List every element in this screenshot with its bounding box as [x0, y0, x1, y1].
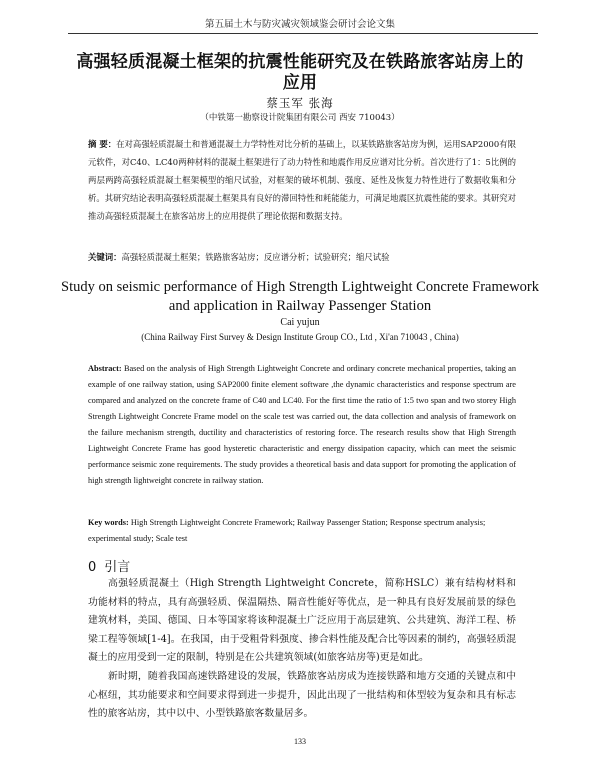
header-rule [68, 33, 538, 34]
body-paragraph: 高强轻质混凝土（High Strength Lightweight Concrete，简称HSLC）兼有结构材料和功能材料的特点，具有高强轻质、保温隔热、隔音性能好等优点，是一种具有良好发展前景的绿色建筑材料，美国、德国、日本等国家将该种混凝土广泛应用于高层建筑、公共建筑、海洋工程、桥梁工程等领域[1-4]。在我国，由于受粗骨料强度、掺合料性能及配合比等因素的制约，高强轻质混凝土的应用受到一定的限制，特别是在公共建筑领域(如旅客站房等)更是如此。 [88, 578, 516, 663]
chinese-title: 高强轻质混凝土框架的抗震性能研究及在铁路旅客站房上的应用 [76, 52, 524, 93]
english-author: Cai yujun [280, 317, 320, 328]
english-affiliation: (China Railway First Survey & Design Institute Group CO., Ltd , Xi'an 710043 , China) [141, 332, 459, 342]
english-keywords [88, 515, 516, 547]
section-heading [88, 556, 130, 575]
section-title: 引言 [104, 560, 131, 575]
section-number: 0 [88, 560, 97, 575]
english-title: Study on seismic performance of High Strength Lightweight Concrete Framework and application in Railway Passenger Station [61, 279, 539, 314]
english-abstract [88, 361, 516, 489]
english-keywords-label: Key words: [88, 518, 129, 527]
chinese-keywords-text: 高强轻质混凝土框架；铁路旅客站房；反应谱分析；试验研究；缩尺试验 [121, 252, 390, 262]
english-abstract-label: Abstract: [88, 364, 122, 373]
chinese-keywords [88, 250, 516, 264]
chinese-keywords-label: 关键词： [88, 252, 122, 262]
english-keywords-text: High Strength Lightweight Concrete Framework; Railway Passenger Station; Response spectrum analysis; experimental study; Scale test [88, 518, 486, 543]
chinese-affiliation: （中铁第一勘察设计院集团有限公司 西安 710043） [200, 113, 400, 123]
body-paragraph: 新时期，随着我国高速铁路建设的发展，铁路旅客站房成为连接铁路和地方交通的关键点和中心枢纽，其功能要求和空间要求得到进一步提升，因此出现了一批结构和体型较为复杂和具有标志性的旅客站房，其中以中、小型铁路旅客数量居多。 [88, 671, 516, 719]
page-number: 133 [294, 737, 306, 746]
chinese-authors: 蔡玉军 张海 [266, 96, 334, 110]
chinese-abstract-text: 在对高强轻质混凝土和普通混凝土力学特性对比分析的基础上，以某铁路旅客站房为例，运用SAP2000有限元软件，对C40、LC40两种材料的混凝土框架进行了动力特性和地震作用反应谱对比分析。首次进行了1：5比例的两层两跨高强轻质混凝土框架模型的缩尺试验，对框架的破坏机制、强度、延性及恢复力特性进行了数据收集和分析。其研究结论表明高强轻质混凝土框架具有良好的滞回特性和耗能能力，可满足地震区抗震性能的要求。其研究对推动高强轻质混凝土在旅客站房上的应用提供了理论依据和数据支持。 [88, 139, 516, 221]
running-header: 第五届土木与防灾减灾领域鉴会研讨会论文集 [204, 19, 395, 30]
chinese-abstract-label: 摘 要： [88, 139, 117, 149]
chinese-abstract [88, 135, 516, 225]
english-abstract-text: Based on the analysis of High Strength Lightweight Concrete and ordinary concrete mechanical properties, taking an example of one railway station, using SAP2000 finite element software ,the dynamic characteristics and response spectrum are compared and analyzed on the concrete frame of C40 and LC40. For the first time the ratio of 1:5 two span and two storey High Strength Lightweight Concrete Frame model on the scale test was carried out, the data collection and analysis of framework on the failure mechanism strength, ductility and characteristics of restoring force. The research results show that High Strength Lightweight Concrete Frame has good hysteretic characteristic and energy dissipation capacity, which can meet the seismic performance seismic zone requirements. The study provides a theoretical basis and data support for promoting the application of high strength lightweight concrete in railway station. [88, 364, 517, 485]
